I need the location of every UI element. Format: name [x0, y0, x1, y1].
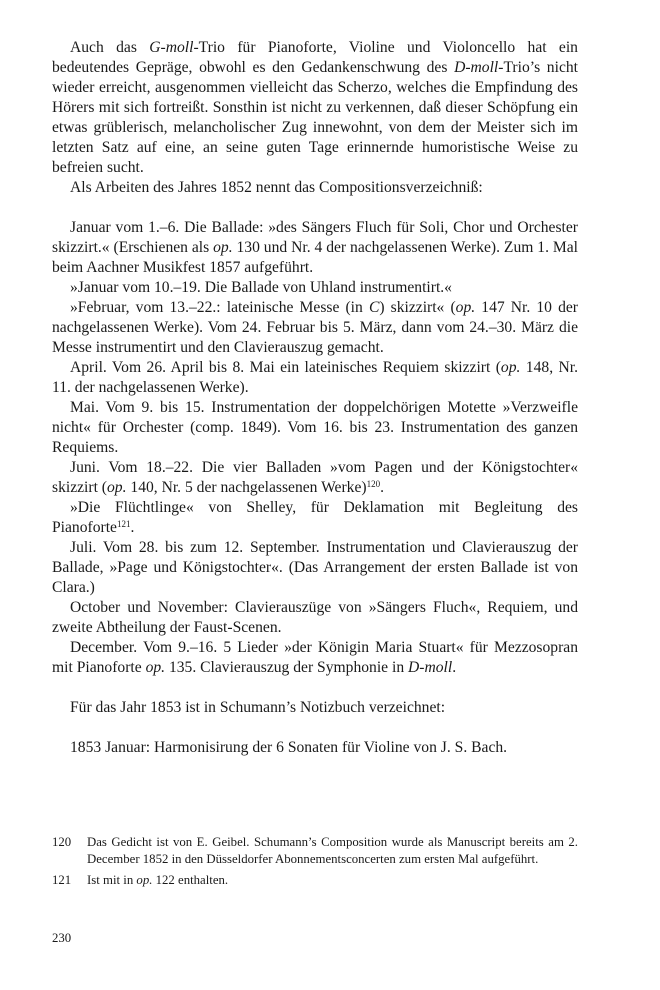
footnote-121 — [52, 872, 578, 889]
footnote-ref-121[interactable]: 121 — [116, 519, 131, 529]
footnote-120 — [52, 834, 578, 868]
entry-december-lieder: December. Vom 9.–16. 5 Lieder »der Königin Maria Stuart« für Mezzosopran mit Pianoforte op. 135. Clavierauszug der Symphonie in D-moll. — [52, 639, 578, 676]
footnote-text: Ist mit in op. 122 enthalten. — [87, 873, 229, 887]
paragraph-1852-intro: Als Arbeiten des Jahres 1852 nennt das Compositionsverzeichniß: — [70, 179, 483, 196]
paragraph-g-moll-trio: Auch das G-moll-Trio für Pianoforte, Violine und Violoncello hat ein bedeutendes Gepräge, obwohl es den Gedankenschwung des D-moll-Trio’s nicht wieder erreicht, ausgenommen vielleicht das Scherzo, welches die Empfindung des Hörers mit sich fortreißt. Sonsthin ist nicht zu verkennen, daß dieser Schöpfung ein etwas grüblerisch, melancholischer Zug innewohnt, von dem der Meister sich im letzten Satz auf eine, an seine guten Tage erinnernde humoristische Weise zu befreien sucht. — [52, 39, 578, 176]
paragraph-1853-intro: Für das Jahr 1853 ist in Schumann’s Notizbuch verzeichnet: — [70, 699, 446, 716]
body-text — [52, 38, 578, 758]
entry-fluechtlinge: »Die Flüchtlinge« von Shelley, für Deklamation mit Begleitung des Pianoforte$^{121}$. — [52, 499, 578, 536]
entry-mai-motette: Mai. Vom 9. bis 15. Instrumentation der doppelchörigen Motette »Verzweifle nicht« für Orchester (comp. 1849). Vom 16. bis 23. Instrumentation des ganzen Requiems. — [52, 399, 578, 456]
footnotes — [52, 834, 578, 893]
footnote-number: 120 — [52, 835, 72, 849]
entry-1853-januar: 1853 Januar: Harmonisirung der 6 Sonaten für Violine von J. S. Bach. — [70, 739, 508, 756]
entry-april-requiem: April. Vom 26. April bis 8. Mai ein lateinisches Requiem skizzirt (op. 148, Nr. 11. der nachgelassenen Werke). — [52, 359, 578, 396]
entry-juli-instrumentation: Juli. Vom 28. bis zum 12. September. Instrumentation und Clavierauszug der Ballade, »Page und Königstochter«. (Das Arrangement der ersten Ballade ist von Clara.) — [52, 539, 578, 596]
footnote-ref-120[interactable]: 120 — [366, 479, 381, 489]
entry-juni-balladen: Juni. Vom 18.–22. Die vier Balladen »vom Pagen und der Königstochter« skizzirt (op. 140, Nr. 5 der nachgelassenen Werke)$^{120}$. — [52, 459, 578, 496]
page-number: 230 — [52, 931, 72, 945]
entry-januar-ballade: Januar vom 1.–6. Die Ballade: »des Sängers Fluch für Soli, Chor und Orchester skizzirt.« (Erschienen als op. 130 und Nr. 4 der nachgelassenen Werke). Zum 1. Mal beim Aachner Musikfest 1857 aufgeführt. — [52, 219, 579, 276]
entry-januar-uhland: »Januar vom 10.–19. Die Ballade von Uhland instrumentirt.« — [70, 279, 452, 296]
footnote-text: Das Gedicht ist von E. Geibel. Schumann’s Composition wurde als Manuscript bereits am 2. December 1852 in den Düsseldorfer Abonnementsconcerten zum ersten Mal aufgeführt. — [87, 835, 578, 866]
entry-october-november: October und November: Clavierauszüge von »Sängers Fluch«, Requiem, und zweite Abtheilung der Faust-Scenen. — [52, 599, 578, 636]
entry-februar-messe: »Februar, vom 13.–22.: lateinische Messe (in C) skizzirt« (op. 147 Nr. 10 der nachgelassenen Werke). Vom 24. Februar bis 5. März, dann vom 24.–30. März die Messe instrumentirt und den Clavierauszug gemacht. — [52, 299, 578, 356]
footnote-number: 121 — [52, 873, 72, 887]
